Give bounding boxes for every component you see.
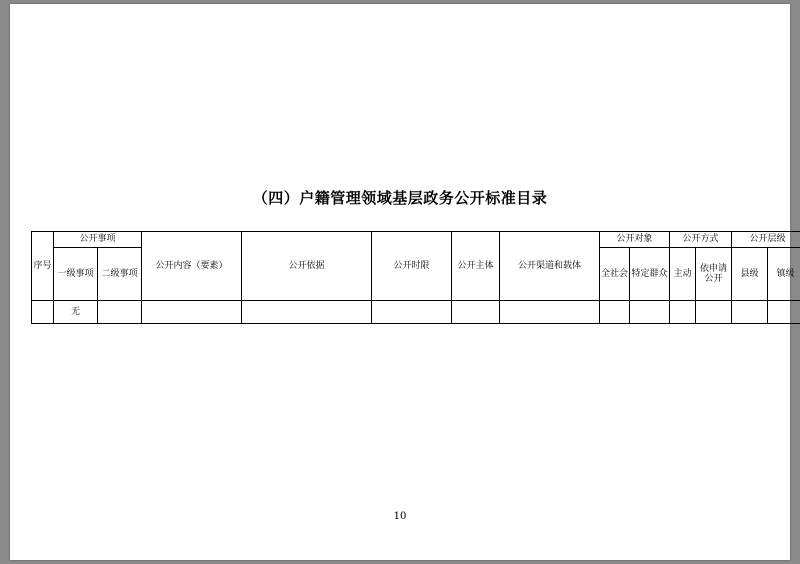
document-page (10, 4, 795, 560)
cell-specific-group (630, 301, 670, 324)
header-town-level-label: 镇级 (776, 268, 795, 279)
header-group-public-method: 公开方式 (670, 232, 732, 248)
header-town-level (768, 248, 800, 301)
header-time-limit: 公开时限 (372, 232, 452, 301)
header-subject (452, 232, 500, 301)
cell-county-level (732, 301, 768, 324)
header-specific-group (630, 248, 670, 301)
header-active (670, 248, 696, 301)
page-title: （四）户籍管理领域基层政务公开标准目录 (252, 189, 548, 207)
cell-level2 (98, 301, 142, 324)
cell-seq (32, 301, 54, 324)
cell-all-society (600, 301, 630, 324)
header-seq (32, 232, 54, 301)
standard-catalog-table (31, 231, 800, 324)
header-basis: 公开依据 (242, 232, 372, 301)
header-group-public-level: 公开层级 (732, 232, 800, 248)
header-specific-group-label: 特定群众 (631, 268, 668, 279)
cell-on-application (696, 301, 732, 324)
header-level2 (98, 248, 142, 301)
cell-channel (500, 301, 600, 324)
header-all-society (600, 248, 630, 301)
header-level1 (54, 248, 98, 301)
header-on-application (696, 248, 732, 301)
cell-active (670, 301, 696, 324)
header-subject-label: 公开主体 (457, 260, 494, 271)
table-group-header-row (32, 232, 800, 248)
cell-level1: 无 (54, 301, 98, 324)
cell-town-level (768, 301, 800, 324)
header-all-society-label: 全社会 (601, 268, 629, 279)
cell-content (142, 301, 242, 324)
header-content: 公开内容（要素） (142, 232, 242, 301)
page-number: 10 (393, 511, 407, 522)
header-level1-label: 一级事项 (57, 268, 94, 279)
cell-subject (452, 301, 500, 324)
header-seq-label: 序号 (33, 260, 52, 271)
header-county-level-label: 县级 (740, 268, 759, 279)
header-group-public-items: 公开事项 (54, 232, 142, 248)
table-row (32, 301, 800, 324)
standard-catalog-table-wrapper (31, 231, 795, 324)
header-on-application-label: 依申请公开 (700, 263, 728, 284)
cell-basis (242, 301, 372, 324)
header-level2-label: 二级事项 (101, 268, 138, 279)
header-county-level (732, 248, 768, 301)
header-group-public-target: 公开对象 (600, 232, 670, 248)
header-channel: 公开渠道和载体 (500, 232, 600, 301)
header-active-label: 主动 (673, 268, 692, 279)
cell-time-limit (372, 301, 452, 324)
